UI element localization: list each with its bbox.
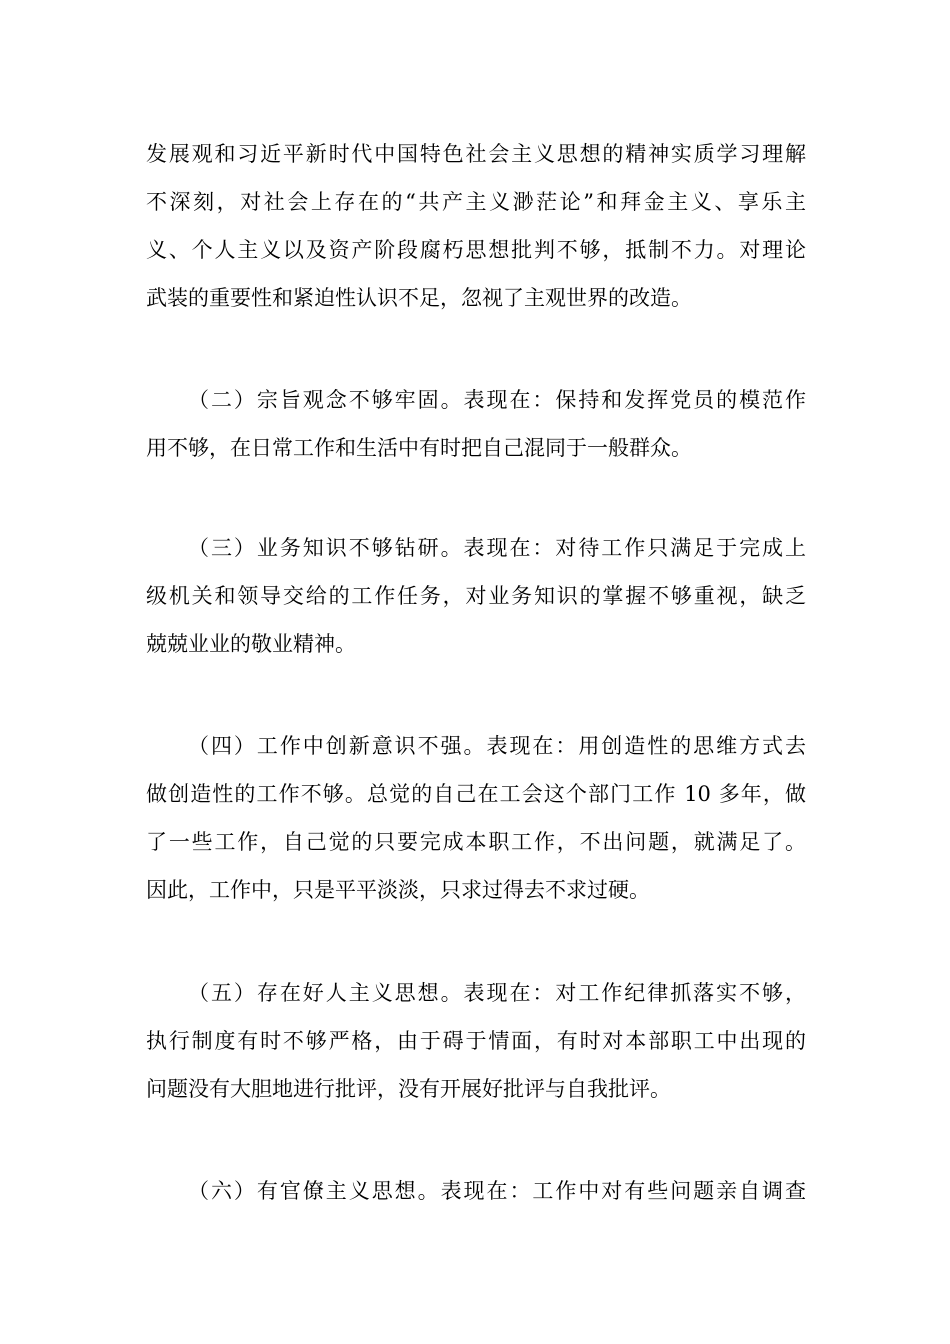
text-line: （五）存在好人主义思想。表现在：对工作纪律抓落实不够， — [188, 981, 806, 1005]
paragraph-innovation — [146, 722, 806, 914]
paragraph-purpose — [146, 376, 806, 472]
text-line: 发展观和习近平新时代中国特色社会主义思想的精神实质学习理解 — [146, 142, 806, 166]
paragraph-nice-guy — [146, 969, 806, 1113]
text-line: 义、个人主义以及资产阶段腐朽思想批判不够，抵制不力。对理论 — [146, 238, 806, 262]
text-line: 兢兢业业的敬业精神。 — [146, 632, 356, 656]
text-line: （六）有官僚主义思想。表现在：工作中对有些问题亲自调查 — [188, 1179, 806, 1203]
text-line: 因此，工作中，只是平平淡淡，只求过得去不求过硬。 — [146, 878, 650, 902]
text-line: 问题没有大胆地进行批评，没有开展好批评与自我批评。 — [146, 1077, 671, 1101]
paragraph-theory — [146, 130, 806, 322]
paragraph-business-knowledge — [146, 524, 806, 668]
text-line: （三）业务知识不够钻研。表现在：对待工作只满足于完成上 — [188, 536, 806, 560]
paragraph-bureaucracy — [146, 1167, 806, 1215]
text-line: 用不够，在日常工作和生活中有时把自己混同于一般群众。 — [146, 436, 692, 460]
text-line: 级机关和领导交给的工作任务，对业务知识的掌握不够重视，缺乏 — [146, 584, 806, 608]
text-line: （二）宗旨观念不够牢固。表现在：保持和发挥党员的模范作 — [188, 388, 806, 412]
text-line: 了一些工作，自己觉的只要完成本职工作，不出问题，就满足了。 — [146, 830, 806, 854]
text-line: 执行制度有时不够严格，由于碍于情面，有时对本部职工中出现的 — [146, 1029, 806, 1053]
text-line: 不深刻，对社会上存在的“共产主义渺茫论”和拜金主义、享乐主 — [146, 190, 806, 214]
text-line: （四）工作中创新意识不强。表现在：用创造性的思维方式去 — [188, 734, 806, 758]
text-line: 做创造性的工作不够。总觉的自己在工会这个部门工作 10 多年，做 — [146, 782, 806, 806]
text-line: 武装的重要性和紧迫性认识不足，忽视了主观世界的改造。 — [146, 286, 692, 310]
